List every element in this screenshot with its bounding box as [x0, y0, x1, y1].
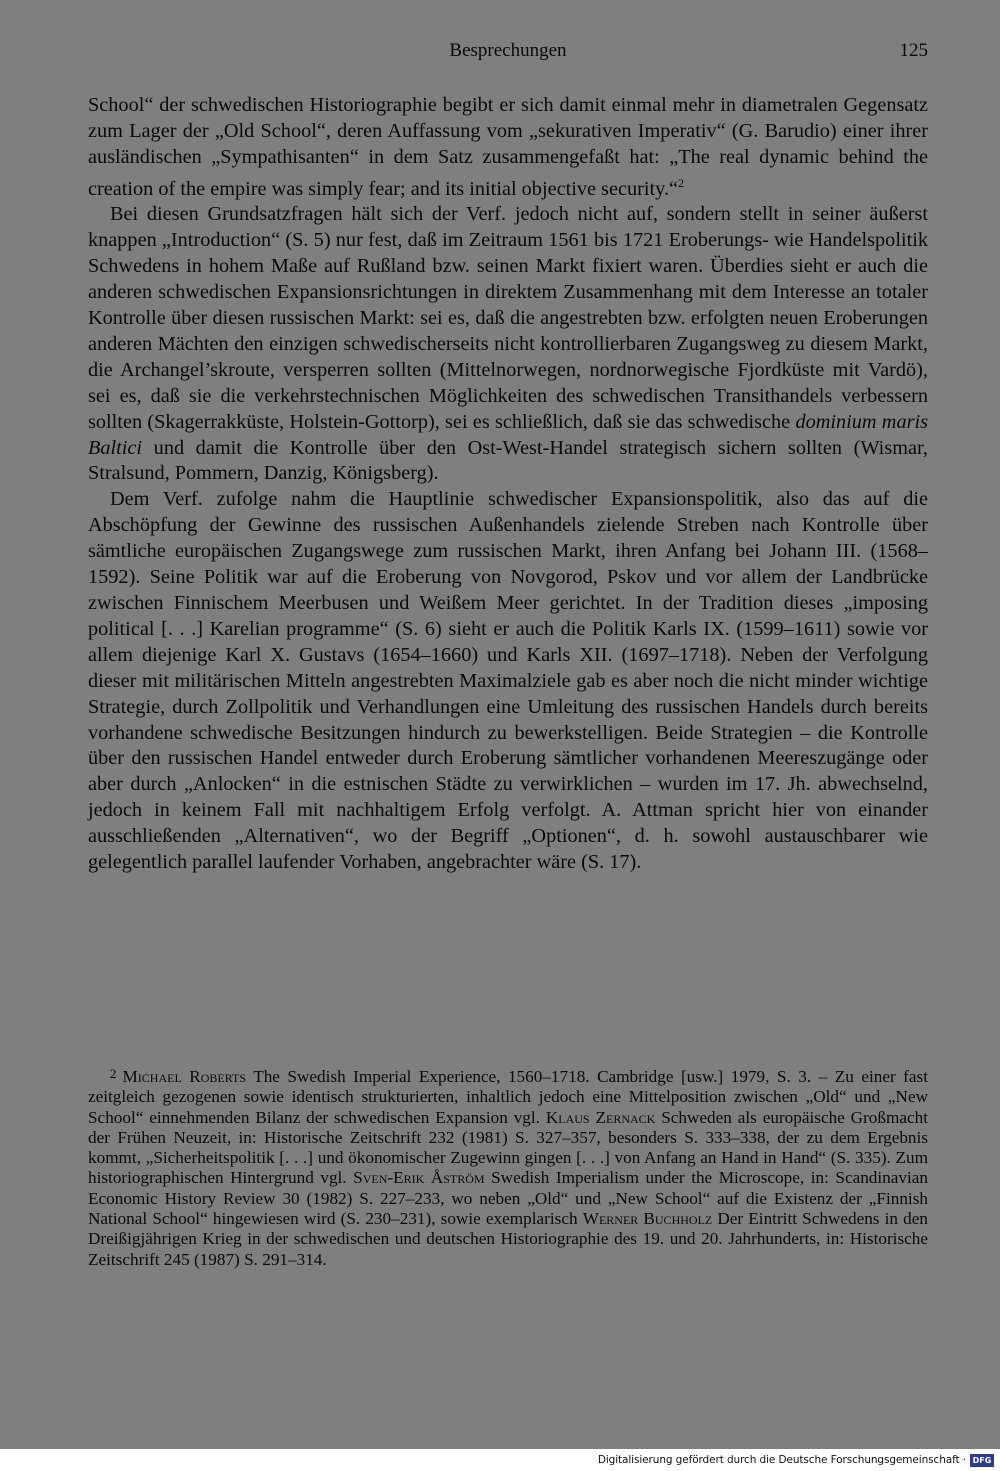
funding-credit: Digitalisierung gefördert durch die Deutsche Forschungsgemeinschaft · [597, 1454, 966, 1466]
footnote-ref: 2 [678, 175, 685, 190]
paragraph-2-italic: dominium maris Baltici [88, 410, 929, 459]
paragraph-2 [88, 202, 928, 487]
dfg-logo-icon: DFG [970, 1454, 994, 1467]
paragraph-2-text-a: Bei diesen Grundsatzfragen hält sich der Verf. jedoch nicht auf, sondern stellt in seiner äußerst knappen „Introduction“ (S. 5) nur fest, daß im Zeitraum 1561 bis 1721 Eroberungs- wie Handelspolitik Schwedens in hohem Maße auf Rußland bzw. seinen Markt fixiert waren. Überdies sieht er auch die anderen schwedischen Expansionsrichtungen in direktem Zusammenhang mit dem Interesse an totaler Kontrolle über diesen russischen Markt: sei es, daß die angestrebten bzw. erfolgten neuen Eroberungen anderen Mächten den einzigen schwedischerseits nicht kontrollierbaren Zugangsweg zu diesem Markt, die Archangel’skroute, versperren sollten (Mittelnorwegen, nordnorwegische Fjordküste mit Vardö), sei es, daß sie die verkehrstechnischen Möglichkeiten des schwedischen Transithandels verbessern sollten (Skagerrakküste, Holstein-Gottorp), sei es schließlich, daß sie das schwedische [88, 203, 928, 433]
digitization-footer [0, 1449, 1000, 1471]
footnote-text: Der Eintritt Schwedens in den Dreißigjährigen Krieg in der schwedischen und deutschen Historiographie des 19. und 20. Jahrhunderts, in: Historische Zeitschrift 245 (1987) S. 291–314. [88, 1209, 928, 1269]
running-head: Besprechungen [449, 40, 567, 61]
footnote-text: The Swedish Imperial Experience, 1560–1718. Cambridge [usw.] 1979, S. 3. – Zu einer fast zeitgleich gezogenen sowie identisch strukturierten, inhaltlich jedoch eine Mittelposition zwischen „Old“ und „New School“ einnehmenden Bilanz der schwedischen Expansion vgl. [88, 1067, 928, 1127]
paragraph-2-text-b: und damit die Kontrolle über den Ost-West-Handel strategisch sichern sollten (Wismar, Stralsund, Pommern, Danzig, Königsberg). [88, 436, 928, 485]
footnote-text: Schweden als europäische Großmacht der Frühen Neuzeit, in: Historische Zeitschrift 232 (1981) S. 327–357, besonders S. 333–338, der zu dem Ergebnis kommt, „Sicherheitspolitik [. . .] und ökonomischer Zugewinn gingen [. . .] von Anfang an Hand in Hand“ (S. 335). Zum historiographischen Hintergrund vgl. [88, 1107, 928, 1188]
page-number: 125 [899, 40, 928, 61]
paragraph-1-text: School“ der schwedischen Historiographie begibt er sich damit einmal mehr in diametralen Gegensatz zum Lager der „Old School“, deren Auffassung vom „sekurativen Imperativ“ (G. Barudio) einer ihrer ausländischen „Sympathisanten“ in dem Satz zusammengefaßt hat: „The real dynamic behind the creation of the empire was simply fear; and its initial objective security.“ [88, 94, 928, 200]
footnote-author: Michael Roberts [122, 1067, 247, 1086]
footnote [88, 1064, 928, 1270]
footnote-author: Sven-Erik Åström [353, 1168, 485, 1188]
footnote-marker: 2 [110, 1066, 117, 1081]
footnote-author: Werner Buchholz [582, 1209, 713, 1229]
page-header [88, 38, 928, 68]
paragraph-1 [88, 93, 928, 202]
footnote-author: Klaus Zernack [545, 1107, 656, 1127]
main-text [88, 93, 928, 876]
paragraph-3: Dem Verf. zufolge nahm die Hauptlinie schwedischer Expansionspolitik, also das auf die Abschöpfung der Gewinne des russischen Außenhandels zielende Streben nach Kontrolle über sämtliche europäischen Zugangswege zum russischen Markt, ihren Anfang bei Johann III. (1568–1592). Seine Politik war auf die Eroberung von Novgorod, Pskov und vor allem der Landbrücke zwischen Finnischem Meerbusen und Weißem Meer gerichtet. In der Tradition dieses „imposing political [. . .] Karelian programme“ (S. 6) sieht er auch die Politik Karls IX. (1599–1611) sowie vor allem diejenige Karl X. Gustavs (1654–1660) und Karls XII. (1697–1718). Neben der Verfolgung dieser mit militärischen Mitteln angestrebten Maximalziele gab es aber noch die nicht minder wichtige Strategie, durch Zollpolitik und Verhandlungen eine Umleitung des russischen Handels durch bereits vorhandene schwedische Besitzungen hindurch zu bewerkstelligen. Beide Strategien – die Kontrolle über den russischen Handel entweder durch Eroberung sämtlicher vorhandenen Meereszugänge oder aber durch „Anlocken“ in die estnischen Städte zu verwirklichen – wurden im 17. Jh. abwechselnd, jedoch in keinem Fall mit nachhaltigem Erfolg verfolgt. A. Attman spricht hier von einander ausschließenden „Alternativen“, wo der Begriff „Optionen“, d. h. sowohl austauschbarer wie gelegentlich parallel laufender Vorhaben, angebrachter wäre (S. 17). [88, 488, 928, 874]
footnote-text: Swedish Imperialism under the Microscope, in: Scandinavian Economic History Review 30 (1982) S. 227–233, wo neben „Old“ und „New School“ auf die Existenz der „Finnish National School“ hingewiesen wird (S. 230–231), sowie exemplarisch [88, 1168, 928, 1229]
